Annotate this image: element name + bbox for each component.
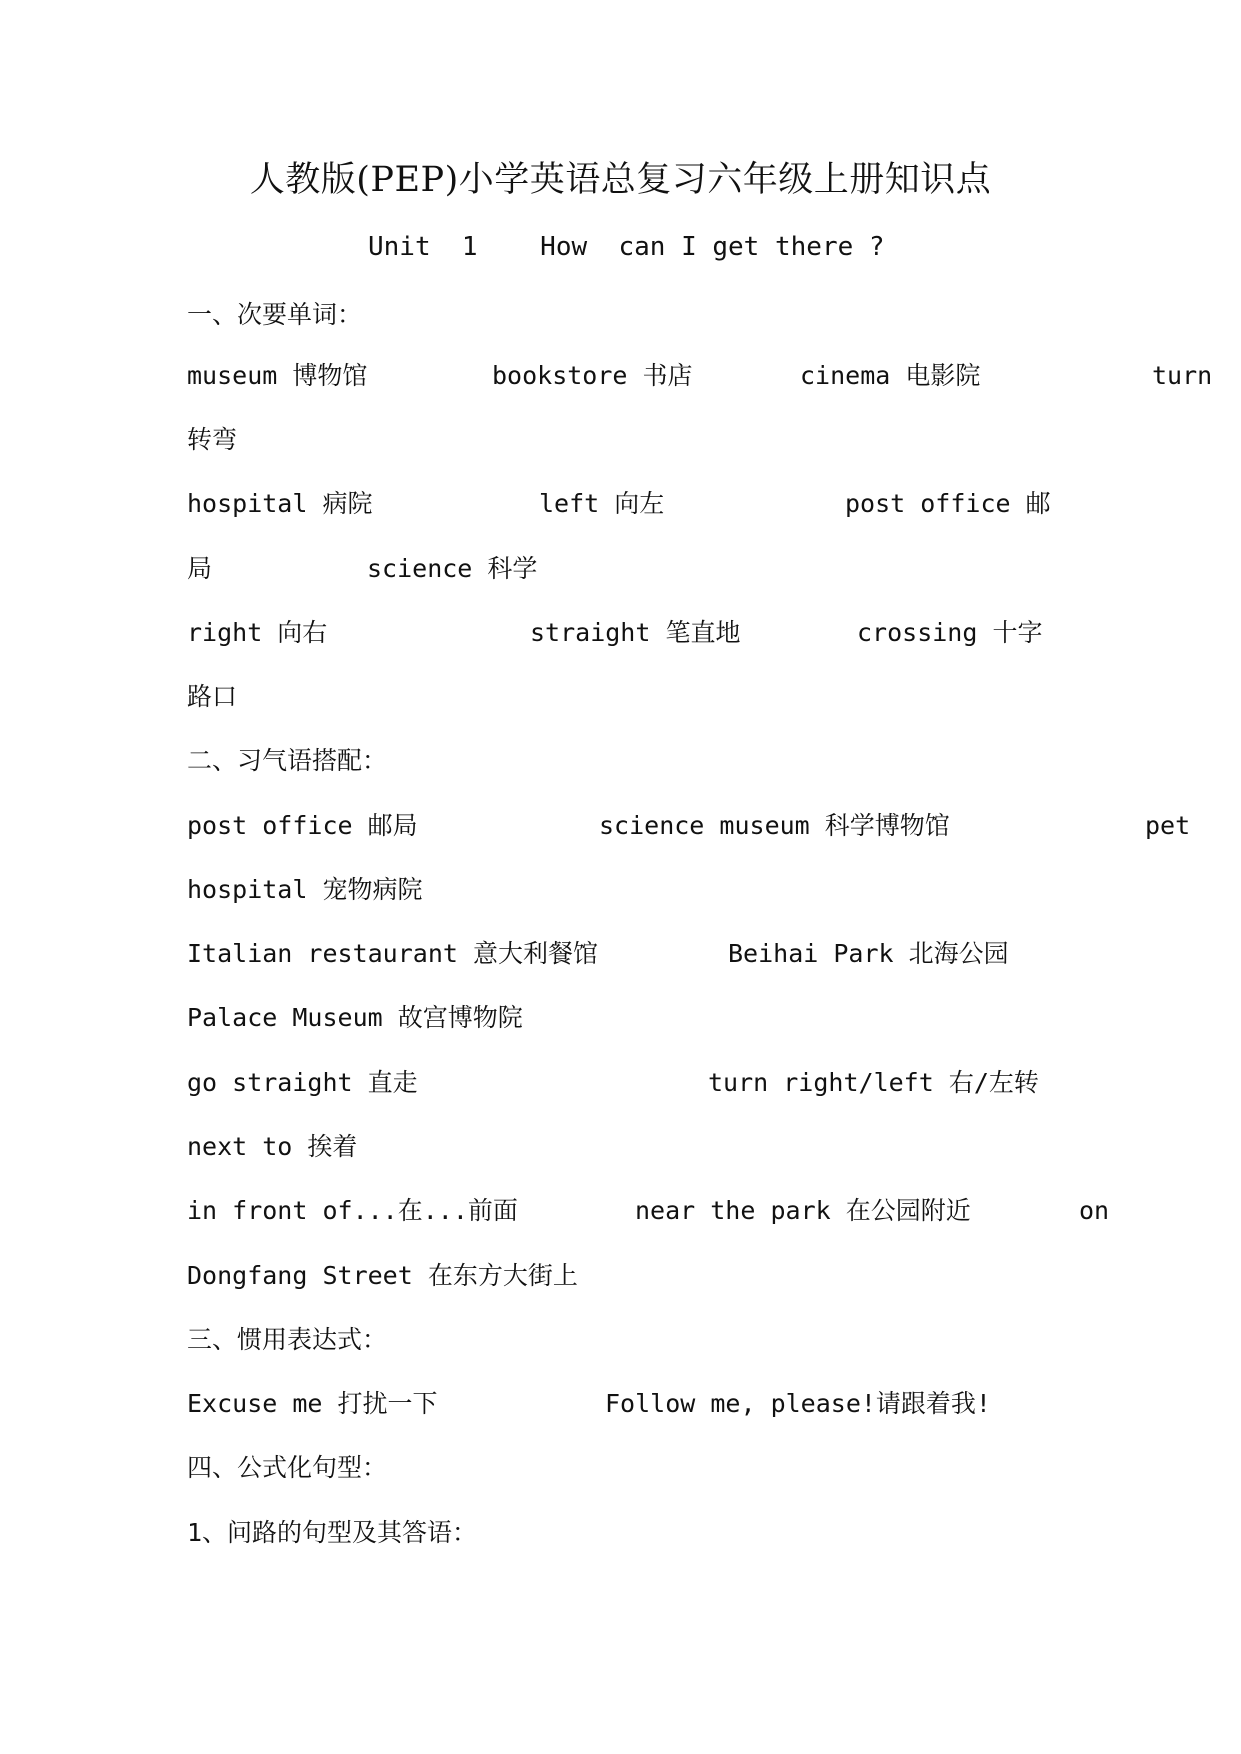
vocab-line — [187, 484, 1207, 524]
expression-entry: Excuse me 打扰一下 — [187, 1389, 438, 1418]
vocab-line — [187, 613, 1207, 653]
vocab-entry: science 科学 — [367, 554, 538, 583]
vocab-entry: cinema 电影院 — [800, 361, 981, 390]
section-heading-expressions: 三、惯用表达式： — [187, 1325, 388, 1354]
vocab-entry: museum 博物馆 — [187, 361, 368, 390]
vocab-entry: 转弯 — [187, 425, 238, 454]
phrase-line — [187, 998, 1207, 1038]
vocab-line — [187, 420, 1207, 460]
section-heading-vocabulary: 一、次要单词： — [187, 300, 363, 329]
phrase-entry: near the park 在公园附近 — [635, 1196, 971, 1225]
phrase-entry: next to 挨着 — [187, 1132, 358, 1161]
vocab-entry: hospital 病院 — [187, 489, 373, 518]
expression-line — [187, 1384, 1207, 1424]
phrase-line — [187, 806, 1207, 846]
phrase-entry: hospital 宠物病院 — [187, 875, 423, 904]
phrase-line — [187, 1063, 1207, 1103]
phrase-entry: turn right/left 右/左转 — [708, 1068, 1039, 1097]
vocab-entry: post office 邮 — [845, 489, 1051, 518]
phrase-entry: science museum 科学博物馆 — [599, 811, 950, 840]
phrase-line — [187, 870, 1207, 910]
vocab-line — [187, 549, 1207, 589]
phrase-entry: Palace Museum 故宫博物院 — [187, 1003, 523, 1032]
vocab-line — [187, 677, 1207, 717]
vocab-entry: straight 笔直地 — [530, 618, 741, 647]
phrase-entry: pet — [1145, 811, 1191, 840]
vocab-entry: 路口 — [187, 682, 238, 711]
vocab-entry: left 向左 — [539, 489, 665, 518]
vocab-line — [187, 356, 1213, 396]
phrase-entry: Beihai Park 北海公园 — [728, 939, 1009, 968]
phrase-line — [187, 1191, 1207, 1231]
phrase-line — [187, 934, 1207, 974]
phrase-entry: go straight 直走 — [187, 1068, 418, 1097]
phrase-entry: post office 邮局 — [187, 811, 418, 840]
subsection-heading: 1、问路的句型及其答语： — [187, 1518, 478, 1547]
phrase-entry: on — [1079, 1196, 1110, 1225]
vocab-entry: bookstore 书店 — [492, 361, 693, 390]
vocab-entry: turn — [1152, 361, 1213, 390]
unit-heading: Unit 1 How can I get there ? — [368, 232, 885, 262]
phrase-entry: in front of...在...前面 — [187, 1196, 518, 1225]
page-title: 人教版(PEP)小学英语总复习六年级上册知识点 — [249, 160, 992, 200]
vocab-entry: 局 — [187, 554, 213, 583]
vocab-entry: crossing 十字 — [857, 618, 1043, 647]
section-heading-sentence-patterns: 四、公式化句型： — [187, 1453, 388, 1482]
phrase-line — [187, 1256, 1207, 1296]
vocab-entry: right 向右 — [187, 618, 328, 647]
phrase-entry: Dongfang Street 在东方大街上 — [187, 1261, 578, 1290]
expression-entry: Follow me, please!请跟着我! — [605, 1389, 991, 1418]
section-heading-collocations: 二、习气语搭配： — [187, 746, 388, 775]
phrase-line — [187, 1127, 1207, 1167]
phrase-entry: Italian restaurant 意大利餐馆 — [187, 939, 598, 968]
